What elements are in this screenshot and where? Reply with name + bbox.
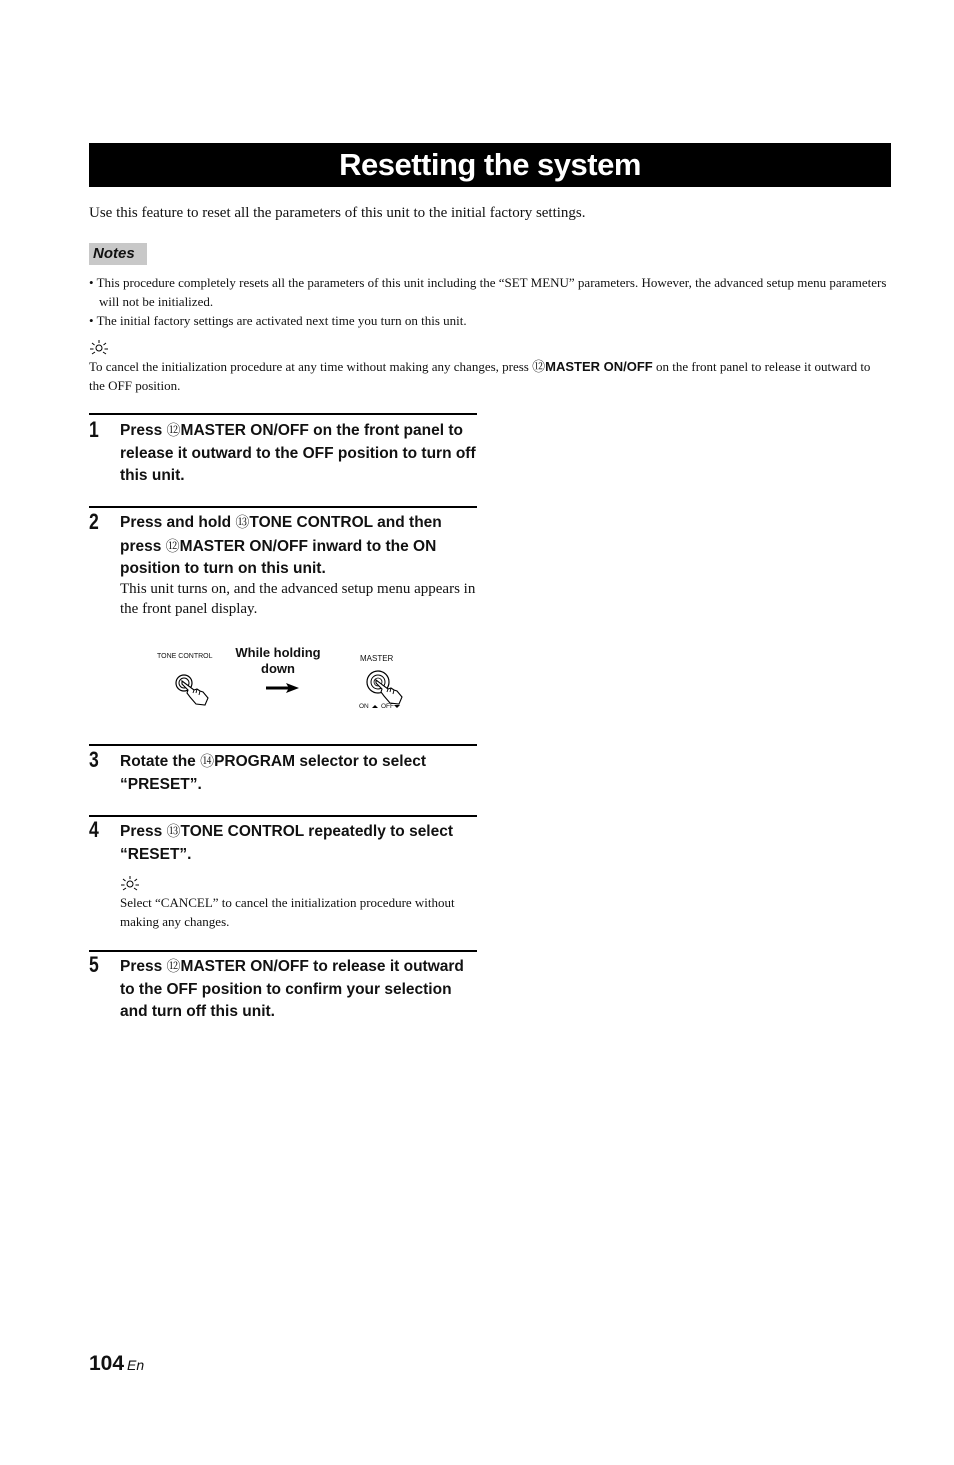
control-ref-number: ⑫ (532, 359, 546, 374)
page-number-value: 104 (89, 1352, 125, 1375)
off-label: OFF (381, 703, 394, 710)
instruction-text: Press (120, 958, 167, 975)
tone-control-label: TONE CONTROL (157, 653, 213, 660)
control-name: MASTER ON/OFF (545, 359, 653, 374)
step-2-instruction (120, 511, 480, 581)
instruction-text: on the front panel to release it outward to the OFF position to turn off this unit. (120, 422, 476, 484)
instruction-text: inward to the ON position to turn on this unit. (120, 537, 437, 577)
tip-lightbulb-icon (89, 339, 109, 355)
step-divider (89, 506, 477, 508)
step-divider (89, 950, 477, 952)
step-3-instruction (120, 750, 480, 796)
note-item: • The initial factory settings are activated next time you turn on this unit. (89, 311, 899, 330)
notes-label: Notes (89, 243, 147, 265)
step-number: 1 (89, 417, 99, 442)
step-4-tip: Select “CANCEL” to cancel the initialization procedure without making any changes. (120, 895, 455, 929)
instruction-text: and then press (120, 514, 442, 555)
step-number: 4 (89, 817, 99, 842)
page-number (89, 1352, 144, 1376)
instruction-text: repeatedly to select “RESET”. (120, 823, 454, 863)
language-code: En (127, 1357, 145, 1373)
while-holding-label: While holding down (235, 645, 321, 676)
instruction-text: Press (120, 422, 167, 439)
instruction-text: Rotate the (120, 753, 201, 770)
control-name: TONE CONTROL (249, 514, 373, 531)
tip-text-start: To cancel the initialization procedure at any time without making any changes, press (89, 359, 533, 374)
step-number: 5 (89, 952, 99, 977)
control-name: TONE CONTROL (180, 823, 304, 840)
page-title: Resetting the system (339, 147, 641, 182)
on-label: ON (359, 703, 369, 710)
instruction-text: Press and hold (120, 514, 236, 531)
control-ref-number: ⑭ (200, 753, 215, 769)
step-divider (89, 744, 477, 746)
instruction-text: Press (120, 823, 167, 840)
step-number: 3 (89, 747, 99, 772)
control-name: MASTER ON/OFF (180, 422, 309, 439)
tip-text-end: on the front panel to release it outward to the OFF position. (89, 359, 871, 393)
control-ref-number: ⑫ (166, 422, 181, 438)
arrow-right-icon (266, 682, 300, 694)
instruction-text: to release it outward to the OFF position to confirm your selection and turn off this unit. (120, 958, 464, 1020)
step-number: 2 (89, 509, 99, 534)
tip-lightbulb-icon (120, 875, 140, 891)
control-name: MASTER ON/OFF (180, 958, 309, 975)
instruction-text: selector to select “PRESET”. (120, 753, 426, 793)
step-divider (89, 815, 477, 817)
control-name: PROGRAM (214, 753, 296, 770)
step-5-instruction (120, 955, 480, 1024)
intro-text: Use this feature to reset all the parameters of this unit to the initial factory settings. (89, 205, 586, 221)
note-item: • This procedure completely resets all the parameters of this unit including the “SET MENU” parameters. However, the advanced setup menu parameters will not be initialized. (89, 273, 899, 311)
control-ref-number: ⑬ (235, 514, 250, 530)
title-bar (89, 143, 891, 187)
control-ref-number: ⑫ (166, 958, 181, 974)
notes-list (89, 273, 899, 330)
tip-text (89, 357, 889, 395)
tone-control-button-icon (172, 670, 216, 708)
control-ref-number: ⑬ (166, 823, 181, 839)
step-4-instruction (120, 820, 480, 866)
step-1-instruction (120, 419, 480, 488)
master-label: MASTER (360, 654, 394, 663)
step-2-result: This unit turns on, and the advanced setup menu appears in the front panel display. (120, 581, 476, 617)
step-divider (89, 413, 477, 415)
control-name: MASTER ON/OFF (179, 537, 308, 555)
control-ref-number: ⑫ (165, 537, 180, 554)
